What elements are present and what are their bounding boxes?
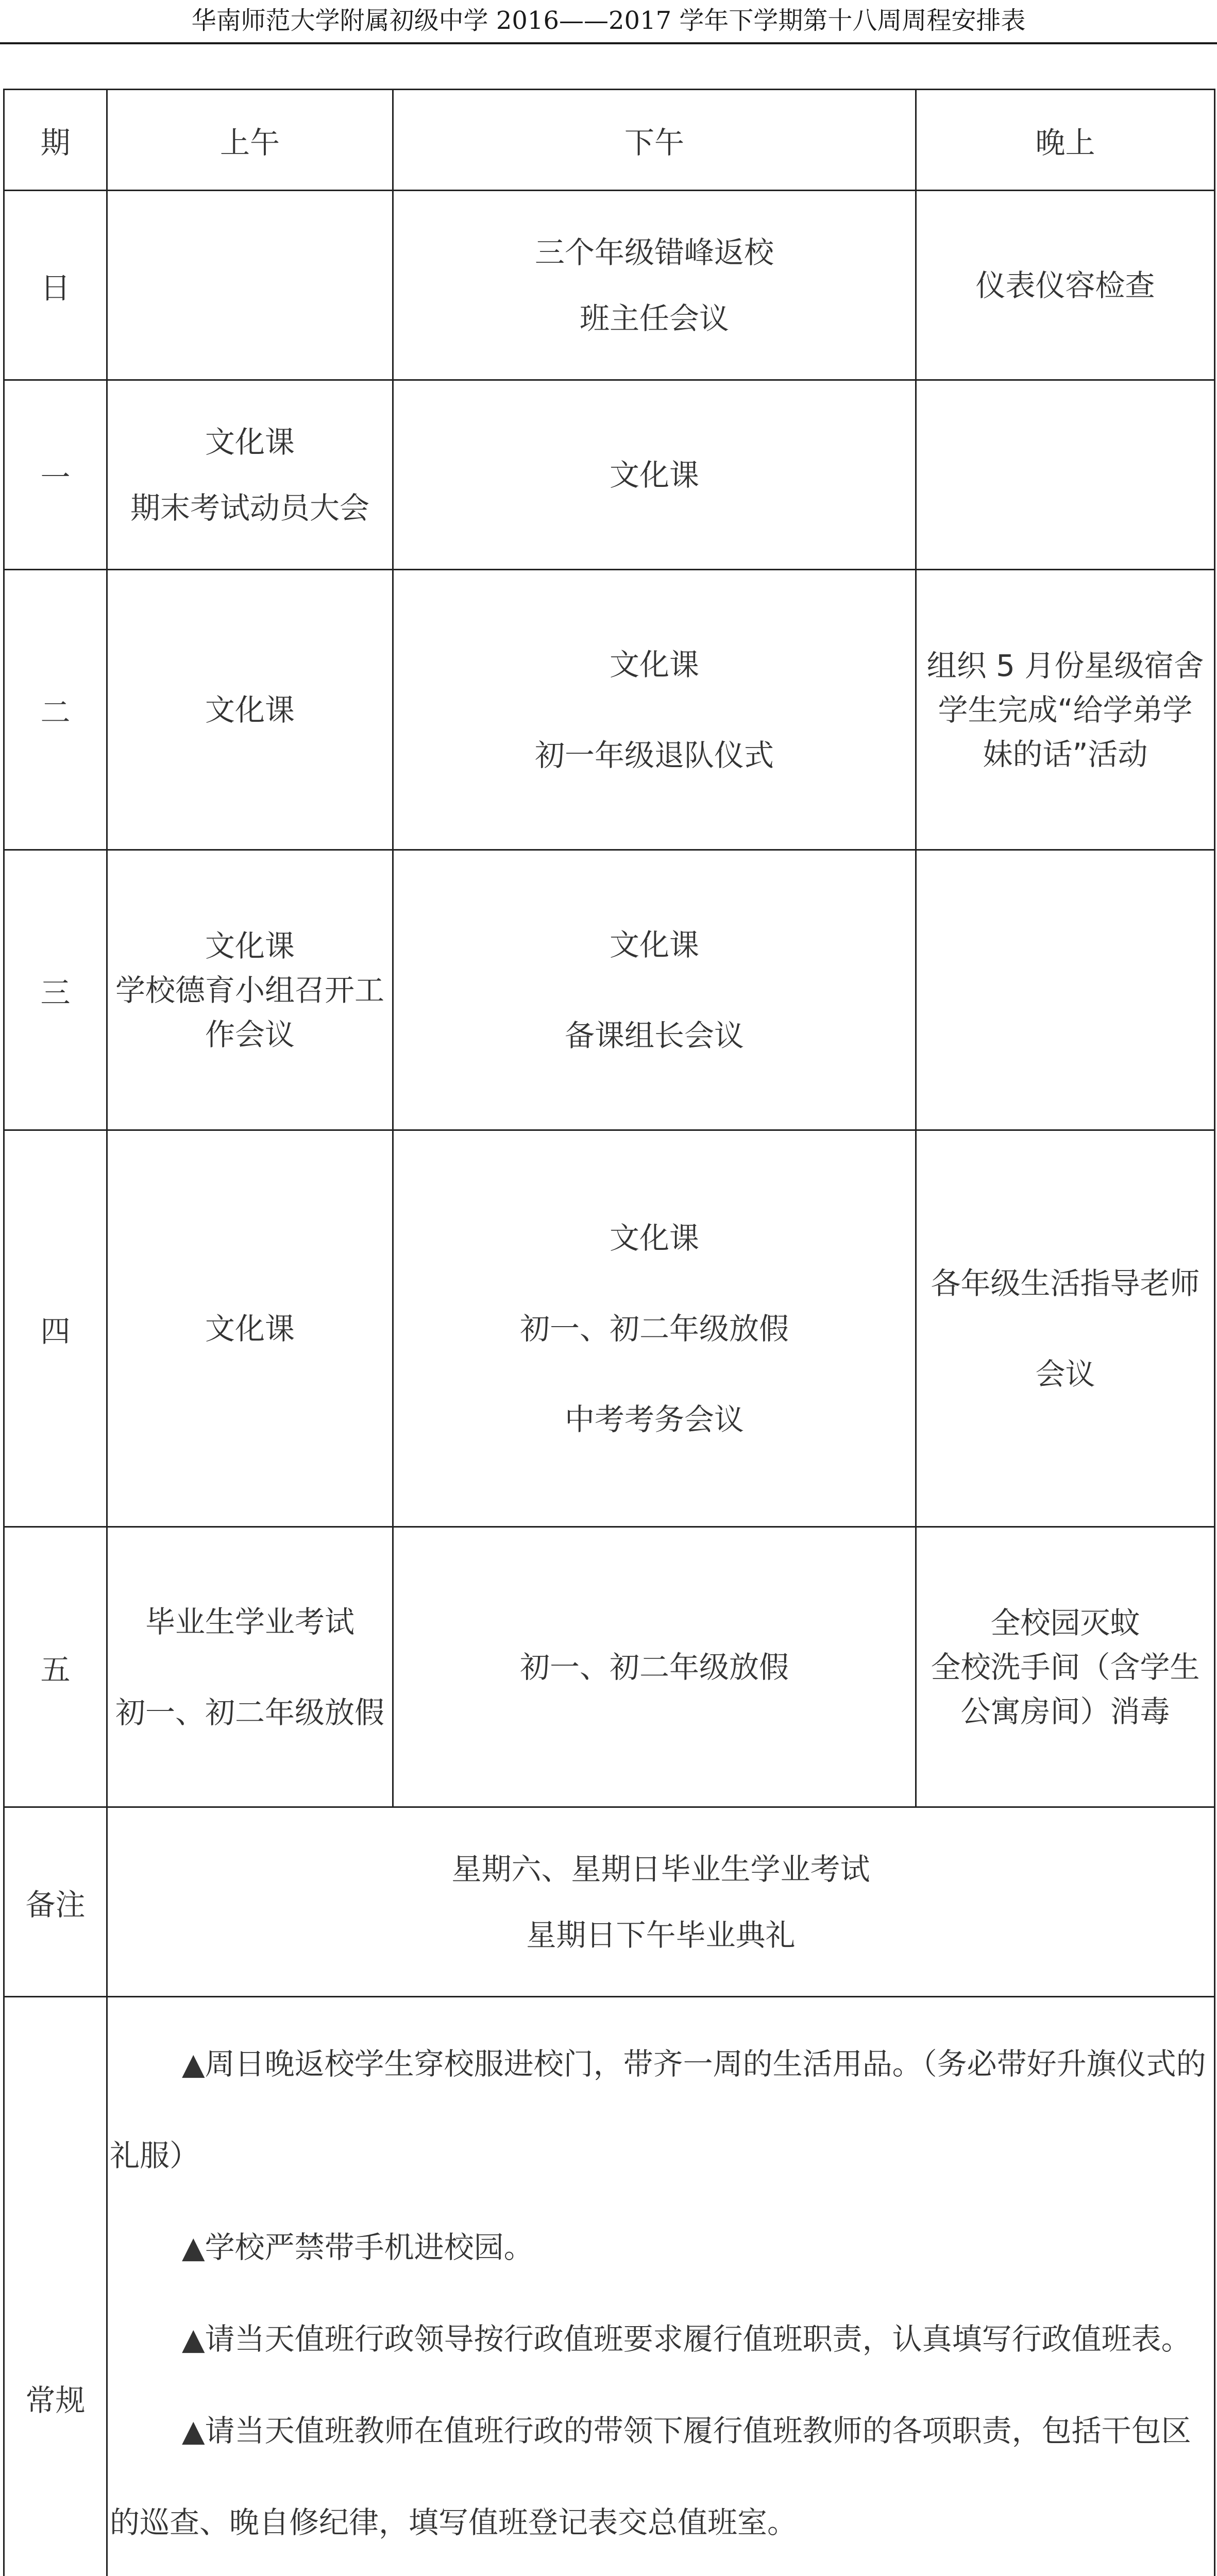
cell-line: 学校德育小组召开工	[115, 972, 384, 1008]
evening-cell	[916, 191, 1215, 380]
afternoon-cell	[393, 570, 916, 850]
morning-cell	[107, 1130, 393, 1527]
column-header-day: 期	[4, 90, 107, 191]
cell-line: 全校洗手间（含学生	[931, 1649, 1200, 1685]
rule-item: ▲请当天值班行政领导按行政值班要求履行值班职责，认真填写行政值班表。	[182, 2321, 1191, 2357]
rules-cell	[107, 1997, 1215, 2576]
cell-line: 文化课	[609, 647, 699, 682]
cell-line: 各年级生活指导老师	[931, 1265, 1200, 1301]
cell-line: 初一、初二年级放假	[115, 1694, 384, 1730]
cell-line: 学生完成“给学弟学	[938, 692, 1193, 727]
table-row	[4, 380, 1215, 570]
evening-cell	[916, 380, 1215, 570]
rules-row	[4, 1997, 1215, 2576]
morning-cell	[107, 570, 393, 850]
cell-line: 文化课	[205, 692, 295, 727]
table-row	[4, 191, 1215, 380]
cell-line: 仪表仪容检查	[975, 267, 1155, 303]
weekly-schedule-table	[3, 89, 1215, 2576]
cell-line: 中考考务会议	[564, 1401, 744, 1437]
table-row	[4, 570, 1215, 850]
evening-cell	[916, 1527, 1215, 1807]
cell-line: 备课组长会议	[564, 1018, 744, 1053]
cell-line: 班主任会议	[579, 300, 729, 336]
afternoon-cell	[393, 1130, 916, 1527]
table-header-row	[4, 90, 1215, 191]
day-cell: 一	[4, 380, 107, 570]
notes-line: 星期日下午毕业典礼	[526, 1917, 796, 1953]
morning-cell	[107, 191, 393, 380]
rule-item: ▲周日晚返校学生穿校服进校门，带齐一周的生活用品。（务必带好升旗仪式的礼服）	[110, 2046, 1206, 2173]
day-cell: 五	[4, 1527, 107, 1807]
column-header-evening: 晚上	[916, 90, 1215, 191]
cell-line: 组织 5 月份星级宿舍	[926, 648, 1204, 683]
evening-cell	[916, 1130, 1215, 1527]
afternoon-cell	[393, 191, 916, 380]
afternoon-cell	[393, 850, 916, 1130]
cell-line: 初一、初二年级放假	[519, 1311, 789, 1346]
afternoon-cell	[393, 1527, 916, 1807]
cell-line: 全校园灭蚊	[990, 1605, 1140, 1640]
day-cell: 二	[4, 570, 107, 850]
column-header-afternoon: 下午	[393, 90, 916, 191]
rule-item: ▲学校严禁带手机进校园。	[182, 2230, 534, 2265]
cell-line: 期末考试动员大会	[130, 490, 369, 526]
cell-line: 文化课	[205, 424, 295, 460]
cell-line: 初一年级退队仪式	[534, 737, 774, 773]
cell-line: 文化课	[609, 457, 699, 493]
cell-line: 妹的话”活动	[983, 736, 1148, 772]
notes-label: 备注	[4, 1807, 107, 1997]
morning-cell	[107, 1527, 393, 1807]
cell-line: 初一、初二年级放假	[519, 1649, 789, 1685]
cell-line: 会议	[1035, 1356, 1095, 1392]
page-title: 华南师范大学附属初级中学 2016——2017 学年下学期第十八周周程安排表	[191, 6, 1026, 35]
table-row	[4, 1527, 1215, 1807]
cell-line: 三个年级错峰返校	[534, 234, 774, 270]
table-row	[4, 1130, 1215, 1527]
day-cell: 日	[4, 191, 107, 380]
cell-line: 文化课	[205, 928, 295, 963]
cell-line: 文化课	[609, 927, 699, 962]
cell-line: 文化课	[205, 1311, 295, 1346]
notes-cell	[107, 1807, 1215, 1997]
morning-cell	[107, 380, 393, 570]
notes-line: 星期六、星期日毕业生学业考试	[451, 1851, 870, 1887]
evening-cell	[916, 570, 1215, 850]
rule-item: ▲请当天值班教师在值班行政的带领下履行值班教师的各项职责，包括干包区的巡查、晚自修纪律，填写值班登记表交总值班室。	[110, 2413, 1191, 2540]
rules-label: 常规	[4, 1997, 107, 2576]
afternoon-cell	[393, 380, 916, 570]
header-divider	[0, 42, 1217, 44]
day-cell: 四	[4, 1130, 107, 1527]
day-cell: 三	[4, 850, 107, 1130]
cell-line: 公寓房间）消毒	[960, 1693, 1170, 1729]
table-row	[4, 850, 1215, 1130]
cell-line: 作会议	[205, 1016, 295, 1052]
evening-cell	[916, 850, 1215, 1130]
column-header-morning: 上午	[107, 90, 393, 191]
cell-line: 文化课	[609, 1220, 699, 1256]
morning-cell	[107, 850, 393, 1130]
notes-row	[4, 1807, 1215, 1997]
cell-line: 毕业生学业考试	[145, 1604, 354, 1639]
